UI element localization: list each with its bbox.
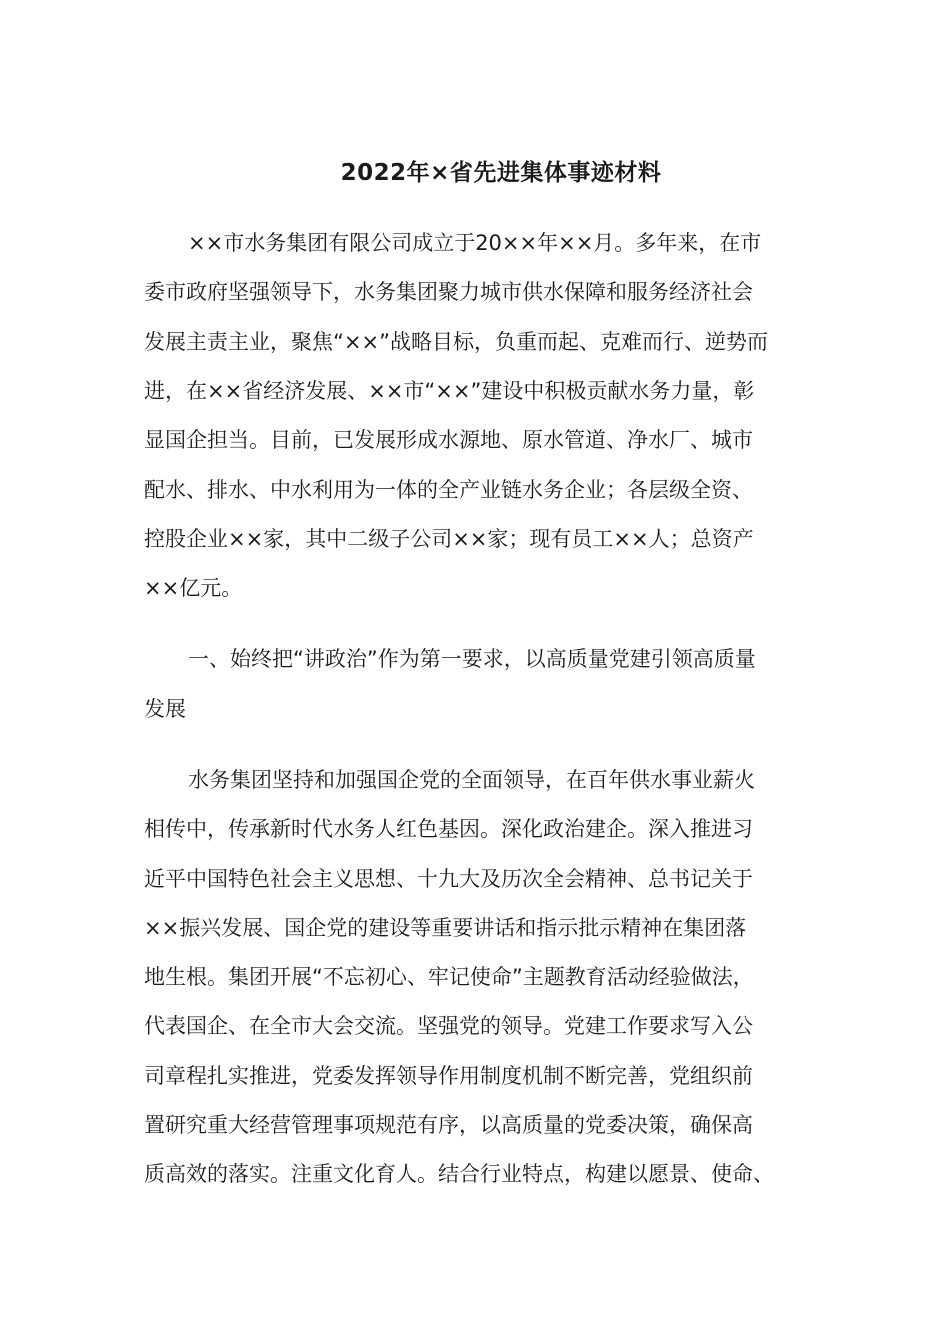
- intro-line: ××市水务集团有限公司成立于20××年××月。多年来，在市: [188, 231, 762, 255]
- heading-1-line: 发展: [144, 697, 186, 721]
- intro-line: 配水、排水、中水利用为一体的全产业链水务企业；各层级全资、: [144, 478, 753, 502]
- body-1-line: 质高效的落实。注重文化育人。结合行业特点，构建以愿景、使命、: [144, 1162, 774, 1186]
- intro-line: 显国企担当。目前，已发展形成水源地、原水管道、净水厂、城市: [144, 428, 753, 452]
- body-1-line: 相传中，传承新时代水务人红色基因。深化政治建企。深入推进习: [144, 817, 753, 841]
- intro-line: 发展主责主业，聚焦“××”战略目标，负重而起、克难而行、逆势而: [144, 330, 768, 354]
- intro-line: 委市政府坚强领导下，水务集团聚力城市供水保障和服务经济社会: [144, 280, 753, 304]
- heading-1-line: 一、始终把“讲政治”作为第一要求，以高质量党建引领高质量: [188, 647, 756, 671]
- body-1-line: 代表国企、在全市大会交流。坚强党的领导。党建工作要求写入公: [144, 1014, 753, 1038]
- document-title: 2022年×省先进集体事迹材料: [340, 160, 662, 186]
- body-1-line: 司章程扎实推进，党委发挥领导作用制度机制不断完善，党组织前: [144, 1064, 753, 1088]
- body-1-line: 置研究重大经营管理事项规范有序，以高质量的党委决策，确保高: [144, 1113, 753, 1137]
- intro-line: 控股企业××家，其中二级子公司××家；现有员工××人；总资产: [144, 527, 754, 551]
- body-1-line: 地生根。集团开展“不忘初心、牢记使命”主题教育活动经验做法，: [144, 965, 754, 989]
- body-1-line: 水务集团坚持和加强国企党的全面领导，在百年供水事业薪火: [188, 768, 755, 792]
- intro-line: 进，在××省经济发展、××市“××”建设中积极贡献水务力量，彰: [144, 379, 755, 403]
- body-1-line: 近平中国特色社会主义思想、十九大及历次全会精神、总书记关于: [144, 867, 753, 891]
- body-1-line: ××振兴发展、国企党的建设等重要讲话和指示批示精神在集团落: [144, 916, 747, 940]
- intro-line: ××亿元。: [144, 576, 243, 600]
